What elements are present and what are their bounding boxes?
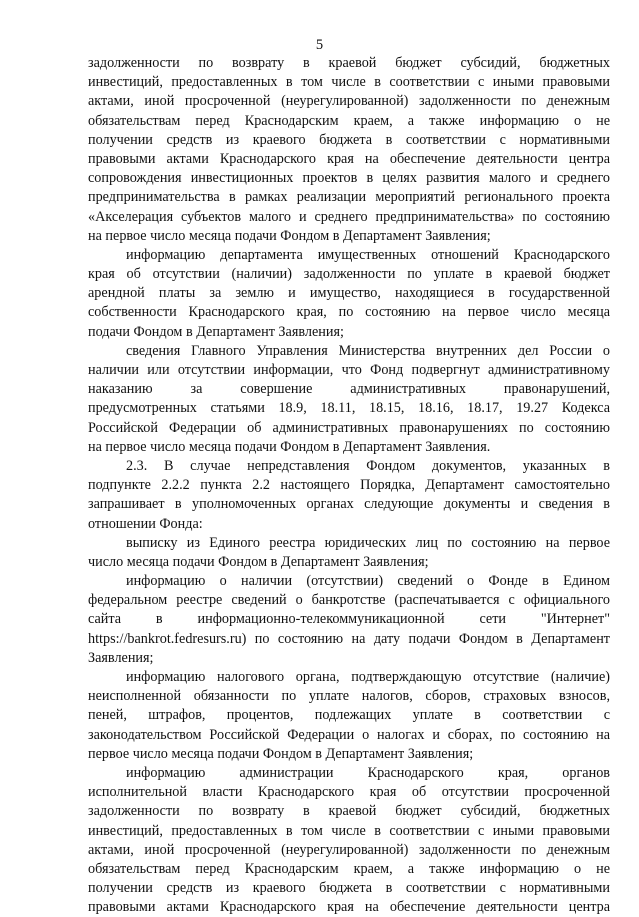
text-line: неисполненной обязанности по уплате налогов, сборов, страховых взносов, [88,688,610,705]
document-body [88,54,610,917]
text-line: сведения Главного Управления Министерства внутренних дел России о [126,342,610,359]
page-number: 5 [315,37,324,53]
text-line: получении средств из краевого бюджета в соответствии с нормативными [88,880,610,897]
text-line: получении средств из краевого бюджета в соответствии с нормативными [88,131,610,148]
text-line: Заявления; [88,649,154,666]
text-line: актами, иной просроченной (неурегулированной) задолженности по денежным [88,841,610,858]
text-line: «Акселерация субъектов малого и среднего предпринимательства» по состоянию [88,208,610,225]
text-line: первое число месяца подачи Фондом в Департамент Заявления; [88,745,474,762]
text-line: число месяца подачи Фондом в Департамент Заявления; [88,553,429,570]
text-line: информацию налогового органа, подтверждающую отсутствие (наличие) [126,669,610,685]
text-line: задолженности по возврату в краевой бюджет субсидий, бюджетных [88,803,610,820]
text-line: на первое число месяца подачи Фондом в Департамент Заявления. [88,438,491,455]
text-line: инвестиций, предоставленных в том числе в соответствии с иными правовыми [88,74,610,91]
text-line: исполнительной власти Краснодарского края об отсутствии просроченной [88,784,610,801]
text-line: задолженности по возврату в краевой бюджет субсидий, бюджетных [88,55,610,71]
text-line: запрашивает в уполномоченных органах следующие документы и сведения в [88,496,610,513]
text-line: правовыми актами Краснодарского края на обеспечение деятельности центра [88,899,610,916]
text-line: предпринимательства в рамках реализации мероприятий регионального проекта [88,189,610,206]
text-line: https://bankrot.fedresurs.ru) по состоянию на дату подачи Фондом в Департамент [88,630,610,647]
text-line: обязательствам перед Краснодарским краем, а также информацию о не [88,112,610,129]
text-line: выписку из Единого реестра юридических лиц по состоянию на первое [126,534,610,551]
text-line: информацию о наличии (отсутствии) сведений о Фонде в Едином [126,573,610,590]
text-line: отношении Фонда: [88,515,203,532]
text-line: подпункте 2.2.2 пункта 2.2 настоящего Порядка, Департамент самостоятельно [88,477,610,494]
text-line: наличии или отсутствии информации, что Фонд подвергнут административному [88,362,610,378]
text-line: инвестиций, предоставленных в том числе в соответствии с иными правовыми [88,822,610,839]
text-line: арендной платы за землю и имущество, находящиеся в государственной [88,285,610,302]
text-line: информацию департамента имущественных отношений Краснодарского [126,246,610,263]
text-line: актами, иной просроченной (неурегулированной) задолженности по денежным [88,93,610,110]
text-line: собственности Краснодарского края, по состоянию на первое число месяца [88,304,610,321]
text-line: 2.3. В случае непредставления Фондом документов, указанных в [126,457,610,474]
text-line: наказанию за совершение административных правонарушений, [88,381,610,398]
text-line: федеральном реестре сведений о банкротстве (распечатывается с официального [88,592,610,609]
text-line: обязательствам перед Краснодарским краем, а также информацию о не [88,860,610,877]
text-line: информацию администрации Краснодарского края, органов [126,764,610,781]
text-line: подачи Фондом в Департамент Заявления; [88,323,344,340]
text-line: предусмотренных статьями 18.9, 18.11, 18.15, 18.16, 18.17, 19.27 Кодекса [88,400,610,417]
text-line: сопровождения инвестиционных проектов в целях развития малого и среднего [88,170,610,187]
text-line: на первое число месяца подачи Фондом в Департамент Заявления; [88,227,491,244]
text-line: правовыми актами Краснодарского края на обеспечение деятельности центра [88,150,610,167]
text-line: Российской Федерации об административных правонарушениях по состоянию [88,419,610,436]
text-line: сайта в информационно-телекоммуникационной сети "Интернет" [88,611,610,628]
text-line: законодательством Российской Федерации о налогах и сборах, по состоянию на [88,726,610,743]
text-line: края об отсутствии (наличии) задолженности по уплате в краевой бюджет [88,266,610,283]
text-line: пеней, штрафов, процентов, подлежащих уплате в соответствии с [88,707,610,724]
